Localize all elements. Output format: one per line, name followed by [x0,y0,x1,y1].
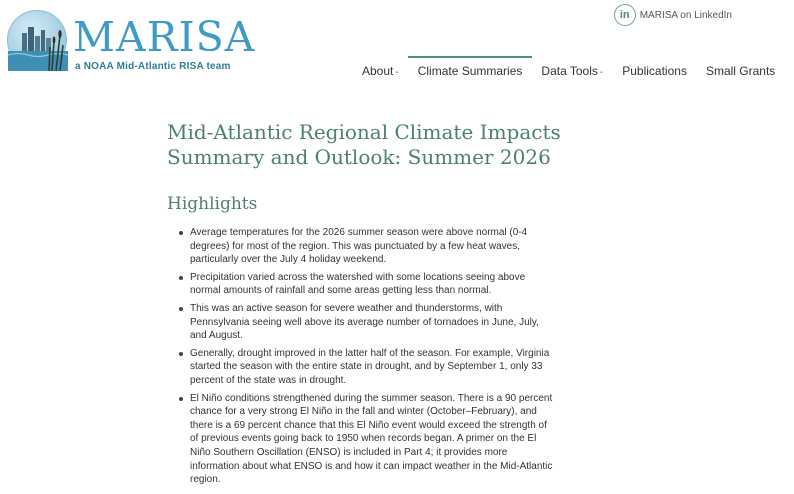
nav-item-label: About [362,64,394,78]
list-item: El Niño conditions strengthened during the summer season. There is a 90 percent chance for a very strong El Niño in the fall and winter (October–February), and there is a 69 percent chance that this El Niño event would exceed the strength of of previous events going back to 1950 when records began. A primer on the El Niño Southern Oscillation (ENSO) is included in Part 4; it provides more information about what ENSO is and how it can impact weather in the Mid-Atlantic region. [179,392,555,487]
highlights-heading: Highlights [167,194,258,214]
nav-item-climate-summaries[interactable] [418,56,523,78]
nav-item-small-grants[interactable] [706,56,775,78]
list-item: Average temperatures for the 2026 summer season were above normal (0-4 degrees) for most of the region. This was punctuated by a few heat waves, particularly over the July 4 holiday weekend. [179,226,555,267]
main-content [167,120,567,491]
logo-emblem-icon [7,10,67,70]
nav-item-data-tools[interactable] [541,56,603,78]
linkedin-link[interactable] [614,4,732,26]
highlights-list [179,226,567,487]
chevron-down-icon: - [599,67,604,78]
list-item: This was an active season for severe weather and thunderstorms, with Pennsylvania seeing well above its average number of tornadoes in June, July, and August. [179,302,555,343]
linkedin-label: MARISA on LinkedIn [639,9,732,21]
chevron-down-icon: - [395,67,399,78]
nav-item-publications[interactable] [622,56,687,78]
page-title: Mid-Atlantic Regional Climate Impacts Summary and Outlook: Summer 2026 [167,120,561,169]
nav-item-label: Climate Summaries [417,64,523,78]
list-item: Generally, drought improved in the latter half of the season. For example, Virginia started the season with the entire state in drought, and by September 1, only 33 percent of the state was in drought. [179,347,555,388]
linkedin-icon: in [614,4,636,26]
site-logo[interactable] [7,10,267,74]
nav-item-label: Data Tools [541,64,598,78]
list-item: Precipitation varied across the watershed with some locations seeing above normal amounts of rainfall and some areas getting less than normal. [179,271,555,298]
logo-tagline: a NOAA Mid-Atlantic RISA team [75,61,231,72]
main-navigation [362,56,794,86]
logo-wordmark: MARISA [73,13,256,61]
nav-item-label: Publications [622,64,687,78]
nav-item-label: Small Grants [705,64,776,78]
nav-item-about[interactable] [362,56,399,78]
